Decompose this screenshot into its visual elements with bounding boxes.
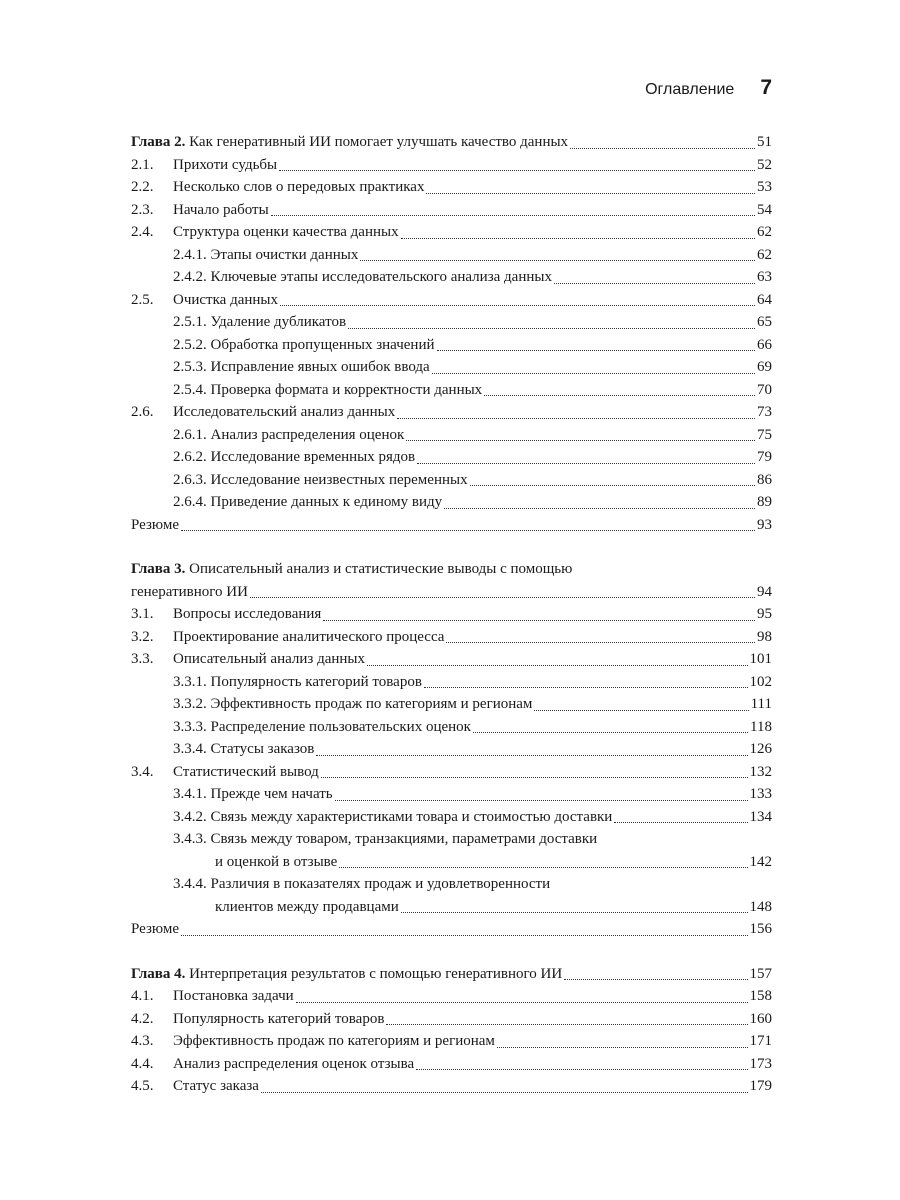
chapter-title-cont: генеративного ИИ: [131, 583, 248, 600]
toc-entry-2-3[interactable]: [131, 199, 772, 222]
toc-entry-2-6-3[interactable]: [131, 469, 772, 492]
dot-leader: [473, 732, 748, 733]
section-title: Эффективность продаж по категориям и регионам: [173, 1033, 495, 1049]
dot-leader: [271, 215, 755, 216]
dot-leader: [614, 822, 747, 823]
section-number: 4.2.: [131, 1010, 154, 1027]
toc-entry-3-4-4[interactable]: [131, 896, 772, 919]
subsection-title: 3.3.3. Распределение пользовательских оценок: [173, 718, 471, 735]
dot-leader: [339, 867, 747, 868]
subsection-title: 2.5.3. Исправление явных ошибок ввода: [173, 359, 430, 375]
section-title: Популярность категорий товаров: [173, 1010, 385, 1027]
dot-leader: [280, 305, 755, 306]
subsection-title: 2.5.4. Проверка формата и корректности данных: [173, 381, 483, 398]
subsection-title: 2.6.3. Исследование неизвестных переменных: [173, 471, 468, 488]
toc-entry-3-4-2[interactable]: [131, 806, 772, 829]
dot-leader: [417, 463, 755, 464]
dot-leader: [321, 777, 748, 778]
chapter-label: Глава 3.: [131, 561, 186, 577]
toc-page-number: 86: [757, 471, 772, 488]
dot-leader: [279, 170, 755, 171]
dot-leader: [534, 710, 748, 711]
dot-leader: [261, 1092, 748, 1093]
toc-entry-2-6-4[interactable]: [131, 491, 772, 514]
subsection-title: 2.4.2. Ключевые этапы исследовательского анализа данных: [173, 269, 552, 285]
chapter-title: Как генеративный ИИ помогает улучшать качество данных: [185, 134, 569, 150]
toc-page-number: 75: [757, 426, 772, 443]
section-number: 3.4.: [131, 763, 154, 780]
toc-chapter-3-line1[interactable]: [131, 558, 772, 581]
toc-entry-3-1[interactable]: [131, 603, 772, 626]
section-number: 2.6.: [131, 404, 154, 420]
section-number: 2.3.: [131, 201, 154, 218]
section-number: 3.2.: [131, 628, 154, 645]
section-title: Начало работы: [173, 201, 269, 218]
toc-entry-2-6-2[interactable]: [131, 446, 772, 469]
dot-leader: [401, 238, 755, 239]
section-number: 3.3.: [131, 651, 154, 667]
page-header: [645, 76, 772, 100]
toc-page-number: 160: [749, 1010, 772, 1027]
toc-page-number: 70: [757, 381, 772, 398]
toc-page-number: 73: [757, 404, 772, 420]
toc-page-number: 62: [757, 246, 772, 263]
dot-leader: [296, 1002, 748, 1003]
toc-page-number: 94: [757, 583, 772, 600]
toc-entry-3-3-4[interactable]: [131, 738, 772, 761]
toc-entry-3-4-4-line1[interactable]: [131, 873, 772, 896]
section-title: Вопросы исследования: [173, 606, 322, 622]
dot-leader: [367, 665, 747, 666]
toc-entry-4-4[interactable]: [131, 1053, 772, 1076]
subsection-title-cont: и оценкой в отзыве: [215, 853, 338, 870]
toc-page-number: 52: [757, 156, 772, 173]
toc-page-number: 173: [749, 1055, 772, 1072]
toc-entry-3-3-3[interactable]: [131, 716, 772, 739]
section-number: 2.2.: [131, 179, 154, 195]
section-title: Прихоти судьбы: [173, 156, 278, 173]
subsection-title: 3.3.1. Популярность категорий товаров: [173, 673, 422, 690]
subsection-title: 3.4.1. Прежде чем начать: [173, 786, 333, 802]
toc-page-number: 69: [757, 359, 772, 375]
section-title: Структура оценки качества данных: [173, 224, 399, 240]
section-number: 3.1.: [131, 606, 154, 622]
dot-leader: [484, 395, 755, 396]
toc-entry-4-2[interactable]: [131, 1008, 772, 1031]
toc-page-number: 148: [749, 898, 772, 915]
chapter-spacer: [131, 941, 772, 963]
subsection-title: 3.4.2. Связь между характеристиками товара и стоимостью доставки: [173, 808, 613, 825]
section-title: Постановка задачи: [173, 988, 294, 1004]
dot-leader: [250, 597, 755, 598]
toc-entry-4-1[interactable]: [131, 985, 772, 1008]
toc-entry-2-1[interactable]: [131, 154, 772, 177]
toc-page-number: 95: [757, 606, 772, 622]
dot-leader: [446, 642, 755, 643]
dot-leader: [360, 260, 755, 261]
toc-page-number: 53: [757, 179, 772, 195]
toc-page-number: 126: [749, 741, 772, 757]
summary-title: Резюме: [131, 516, 180, 533]
section-title: Статистический вывод: [173, 763, 319, 780]
chapter-title: Описательный анализ и статистические выводы с помощью: [185, 561, 573, 577]
toc-page-number: 51: [757, 134, 772, 150]
dot-leader: [323, 620, 755, 621]
toc-page-number: 79: [757, 449, 772, 465]
toc-page-number: 133: [749, 786, 772, 802]
section-title: Исследовательский анализ данных: [173, 404, 396, 420]
toc-entry-3-4[interactable]: [131, 761, 772, 784]
section-number: 2.5.: [131, 291, 154, 308]
subsection-title: 2.5.1. Удаление дубликатов: [173, 314, 347, 330]
summary-title: Резюме: [131, 921, 180, 937]
toc-page-number: 179: [749, 1078, 772, 1094]
subsection-title-cont: клиентов между продавцами: [215, 898, 399, 915]
toc-entry-3-4-3-line1[interactable]: [131, 828, 772, 851]
toc-page-number: 142: [749, 853, 772, 870]
chapter-spacer: [131, 536, 772, 558]
toc-entry-3-3-2[interactable]: [131, 693, 772, 716]
section-title: Описательный анализ данных: [173, 651, 366, 667]
toc-page-number: 65: [757, 314, 772, 330]
toc-entry-2-5-2[interactable]: [131, 334, 772, 357]
section-title: Очистка данных: [173, 291, 279, 308]
toc-entry-3-2[interactable]: [131, 626, 772, 649]
toc-entry-3-4-3[interactable]: [131, 851, 772, 874]
subsection-title: 3.4.4. Различия в показателях продаж и удовлетворенности: [173, 876, 551, 892]
chapter-title: Интерпретация результатов с помощью генеративного ИИ: [185, 965, 563, 982]
toc-page-number: 62: [757, 224, 772, 240]
chapter-label: Глава 4.: [131, 965, 186, 982]
toc-page-number: 158: [749, 988, 772, 1004]
dot-leader: [437, 350, 755, 351]
toc-entry-3-3[interactable]: [131, 648, 772, 671]
dot-leader: [554, 283, 755, 284]
dot-leader: [426, 193, 755, 194]
dot-leader: [424, 687, 748, 688]
section-title: Несколько слов о передовых практиках: [173, 179, 425, 195]
toc-page-number: 102: [749, 673, 772, 690]
toc-entry-2-6-1[interactable]: [131, 424, 772, 447]
toc-entry-2-4[interactable]: [131, 221, 772, 244]
subsection-title: 2.5.2. Обработка пропущенных значений: [173, 336, 435, 353]
section-title: Проектирование аналитического процесса: [173, 628, 445, 645]
section-number: 4.5.: [131, 1078, 154, 1094]
subsection-title: 3.3.4. Статусы заказов: [173, 741, 315, 757]
dot-leader: [564, 979, 747, 980]
toc-entry-4-3[interactable]: [131, 1030, 772, 1053]
toc-entry-2-5[interactable]: [131, 289, 772, 312]
dot-leader: [470, 485, 755, 486]
toc-page-number: 156: [749, 921, 772, 937]
dot-leader: [432, 373, 755, 374]
dot-leader: [406, 440, 755, 441]
subsection-title: 2.6.1. Анализ распределения оценок: [173, 426, 405, 443]
subsection-title: 2.6.4. Приведение данных к единому виду: [173, 494, 443, 510]
toc-page-number: 66: [757, 336, 772, 353]
section-title: Статус заказа: [173, 1078, 259, 1094]
dot-leader: [570, 148, 755, 149]
section-number: 2.1.: [131, 156, 154, 173]
toc-page-number: 134: [749, 808, 772, 825]
section-number: 2.4.: [131, 224, 154, 240]
page-number: 7: [760, 76, 772, 99]
section-number: 4.4.: [131, 1055, 154, 1072]
subsection-title: 2.6.2. Исследование временных рядов: [173, 449, 416, 465]
toc-page-number: 118: [750, 718, 772, 735]
dot-leader: [497, 1047, 748, 1048]
subsection-title: 3.4.3. Связь между товаром, транзакциями, параметрами доставки: [173, 831, 598, 847]
toc-entry-2-4-2[interactable]: [131, 266, 772, 289]
toc-page-number: 171: [749, 1033, 772, 1049]
toc-page-number: 54: [757, 201, 772, 218]
toc-chapter-2[interactable]: [131, 131, 772, 154]
section-title: Анализ распределения оценок отзыва: [173, 1055, 415, 1072]
toc-page-number: 111: [750, 696, 772, 712]
table-of-contents: [131, 131, 772, 1098]
toc-page-number: 157: [749, 965, 772, 982]
dot-leader: [444, 508, 755, 509]
dot-leader: [397, 418, 755, 419]
toc-page-number: 101: [749, 651, 772, 667]
toc-page-number: 98: [757, 628, 772, 645]
toc-entry-4-5[interactable]: [131, 1075, 772, 1098]
section-number: 4.1.: [131, 988, 154, 1004]
section-number: 4.3.: [131, 1033, 154, 1049]
toc-page-number: 132: [749, 763, 772, 780]
chapter-label: Глава 2.: [131, 134, 186, 150]
toc-chapter-4[interactable]: [131, 963, 772, 986]
toc-chapter-3[interactable]: [131, 581, 772, 604]
toc-page-number: 63: [757, 269, 772, 285]
toc-summary-ch3[interactable]: [131, 918, 772, 941]
toc-entry-2-5-3[interactable]: [131, 356, 772, 379]
toc-entry-2-5-4[interactable]: [131, 379, 772, 402]
dot-leader: [348, 328, 755, 329]
toc-entry-2-6[interactable]: [131, 401, 772, 424]
toc-entry-2-4-1[interactable]: [131, 244, 772, 267]
toc-page-number: 64: [757, 291, 772, 308]
toc-entry-3-3-1[interactable]: [131, 671, 772, 694]
running-title: Оглавление: [645, 81, 735, 98]
dot-leader: [181, 530, 755, 531]
dot-leader: [316, 755, 747, 756]
toc-entry-3-4-1[interactable]: [131, 783, 772, 806]
dot-leader: [386, 1024, 747, 1025]
toc-entry-2-2[interactable]: [131, 176, 772, 199]
dot-leader: [416, 1069, 747, 1070]
toc-summary-ch2[interactable]: [131, 514, 772, 537]
subsection-title: 3.3.2. Эффективность продаж по категориям и регионам: [173, 696, 533, 712]
toc-entry-2-5-1[interactable]: [131, 311, 772, 334]
toc-page-number: 93: [757, 516, 772, 533]
toc-page-number: 89: [757, 494, 772, 510]
subsection-title: 2.4.1. Этапы очистки данных: [173, 246, 359, 263]
dot-leader: [181, 935, 747, 936]
dot-leader: [335, 800, 748, 801]
dot-leader: [401, 912, 748, 913]
